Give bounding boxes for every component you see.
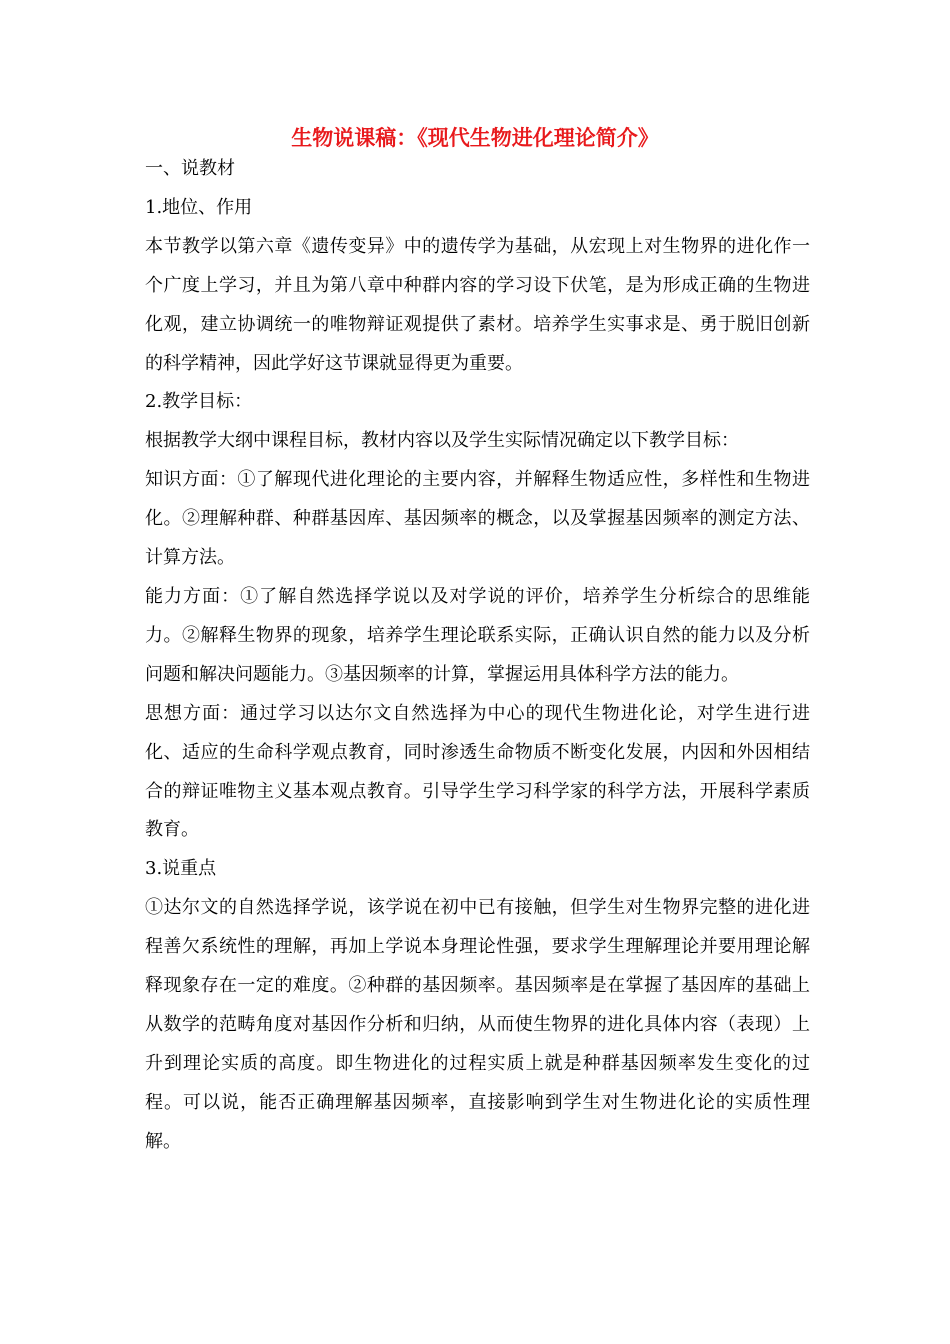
document-title: 生物说课稿：《现代生物进化理论简介》 <box>291 125 659 150</box>
subheading-key-points: 3.说重点 <box>145 858 217 880</box>
paragraph-key-points: ①达尔文的自然选择学说，该学说在初中已有接触，但学生对生物界完整的进化进程善欠系统性的理解，再加上学说本身理论性强，要求学生理解理论并要用理论解释现象存在一定的难度。②种群的基因频率。基因频率是在掌握了基因库的基础上从数学的范畴角度对基因作分析和归纳，从而使生物界的进化具体内容（表现）上升到理论实质的高度。即生物进化的过程实质上就是种群基因频率发生变化的过程。可以说，能否正确理解基因频率，直接影响到学生对生物进化论的实质性理解。 <box>145 897 810 1152</box>
paragraph-thinking-goals: 思想方面：通过学习以达尔文自然选择为中心的现代生物进化论，对学生进行进化、适应的生命科学观点教育，同时渗透生命物质不断变化发展，内因和外因相结合的辩证唯物主义基本观点教育。引导学生学习科学家的科学方法，开展科学素质教育。 <box>145 702 810 841</box>
paragraph-knowledge-goals: 知识方面：①了解现代进化理论的主要内容，并解释生物适应性，多样性和生物进化。②理解种群、种群基因库、基因频率的概念，以及掌握基因频率的测定方法、计算方法。 <box>145 469 810 569</box>
paragraph-ability-goals: 能力方面：①了解自然选择学说以及对学说的评价，培养学生分析综合的思维能力。②解释生物界的现象，培养学生理论联系实际，正确认识自然的能力以及分析问题和解决问题能力。③基因频率的计算，掌握运用具体科学方法的能力。 <box>145 585 810 685</box>
subheading-position-role: 1.地位、作用 <box>145 196 253 218</box>
subheading-teaching-goals: 2.教学目标： <box>145 391 253 413</box>
section-heading-teaching-material: 一、说教材 <box>145 158 235 179</box>
document-body <box>145 150 810 1162</box>
paragraph-goals-intro: 根据教学大纲中课程目标，教材内容以及学生实际情况确定以下教学目标： <box>145 430 739 452</box>
paragraph-position-role: 本节教学以第六章《遗传变异》中的遗传学为基础，从宏现上对生物界的进化作一个广度上学习，并且为第八章中种群内容的学习设下伏笔，是为形成正确的生物进化观，建立协调统一的唯物辩证观提供了素材。培养学生实事求是、勇于脱旧创新的科学精神，因此学好这节课就显得更为重要。 <box>145 235 810 374</box>
